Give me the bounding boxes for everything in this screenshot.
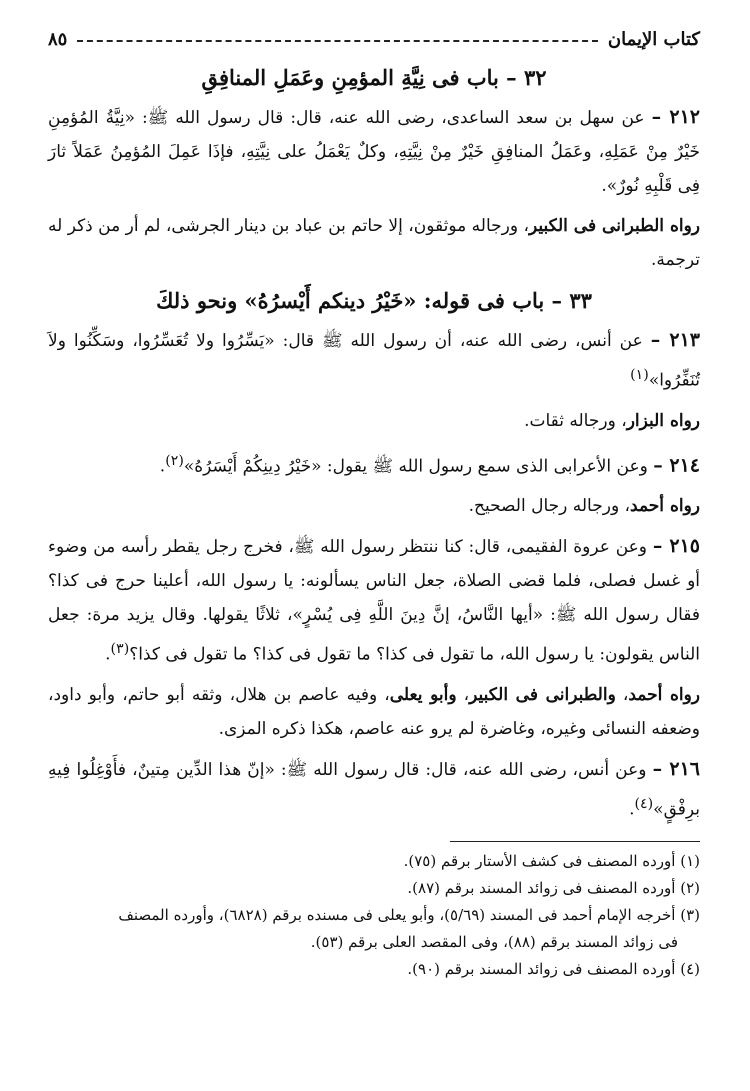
footnote-ref[interactable]: (٣) <box>110 641 130 658</box>
hadith-text: وعن عروة الفقيمى، قال: كنا ننتظر رسول الله ﷺ، فخرج رجل يقطر رأسه من وضوء أو غسل فصلى، فلما قضى الصلاة، جعل الناس يسألونه: يا رسول الله، أعلينا حرج فى كذا؟ فقال رسول الله ﷺ: «أيها النَّاسُ، إنَّ دِينَ اللَّهِ فِى يُسْرٍ»، ثلاثًا يقولها. وقال يزيد مرة: جعل الناس يقولون: يا رسول الله، ما تقول فى كذا؟ ما تقول فى كذا؟ ما تقول فى كذا؟ <box>48 537 700 665</box>
source-name: رواه أحمد <box>628 684 701 705</box>
hadith-215 <box>48 529 700 672</box>
hadith-number: ٢١٦ – <box>652 757 700 780</box>
footnote-divider <box>450 841 700 842</box>
source-name: رواه الطبرانى فى الكبير <box>528 216 700 236</box>
source-name: والطبرانى فى الكبير <box>469 684 616 705</box>
footnote-3-continued: فى زوائد المسند برقم (٨٨)، وفى المقصد العلى برقم (٥٣). <box>310 932 678 951</box>
footnote-2: (٢) أورده المصنف فى زوائد المسند برقم (٨٧). <box>407 878 700 897</box>
source-name: وأبو يعلى <box>389 684 457 705</box>
source-note: ، ورجاله ثقات. <box>524 410 627 431</box>
hadith-text: عن أنس، رضى الله عنه، أن رسول الله ﷺ قال: «يَسِّرُوا ولا تُعَسِّرُوا، وسَكِّنُوا ولاَ تُنَفِّرُوا» <box>48 331 700 391</box>
hadith-text: وعن أنس، رضى الله عنه، قال: قال رسول الله ﷺ: «إنّ هذا الدِّين مِتينٌ، فأَوْغِلُوا فِيهِ برِفْقٍ» <box>48 759 700 820</box>
separator: ، <box>456 684 470 705</box>
source-note: ، وفيه عاصم بن هلال، وثقه أبو حاتم، وأبو داود، وضعفه النسائى وغيره، وغاضرة لم يرو عنه عاصم، هكذا ذكره المزى. <box>48 684 700 739</box>
book-title: كتاب الإيمان <box>607 28 700 50</box>
hadith-212-source <box>48 209 700 277</box>
hadith-213-source <box>48 404 700 438</box>
hadith-214-source <box>48 489 700 523</box>
hadith-end: . <box>629 799 635 820</box>
hadith-215-source <box>48 678 700 746</box>
source-name: رواه أحمد <box>630 496 700 517</box>
hadith-214 <box>48 444 700 484</box>
footnote-ref[interactable]: (١) <box>630 367 649 383</box>
running-header <box>48 24 700 54</box>
hadith-end: . <box>159 456 166 477</box>
footnote-ref[interactable]: (٢) <box>165 452 184 469</box>
footnote-ref[interactable]: (٤) <box>634 795 654 812</box>
hadith-end: . <box>105 644 111 665</box>
hadith-213 <box>48 323 700 398</box>
hadith-text: عن سهل بن سعد الساعدى، رضى الله عنه، قال: قال رسول الله ﷺ: «نِيَّةُ المُؤمِنِ خَيْرٌ مِنْ عَمَلِهِ، وعَمَلُ المنافِقِ خَيْرٌ مِنْ نِيَّتِهِ، وكلٌ يَعْمَلُ على نِيَّتِهِ، فإذَا عَمِلَ المُؤمِنُ عَمَلاً ثارَ فِى قَلْبِهِ نُورٌ». <box>48 108 700 196</box>
separator: ، <box>615 684 629 705</box>
hadith-216 <box>48 752 700 827</box>
footnote-3: (٣) أخرجه الإمام أحمد فى المسند (٥/٦٩)، وأبو يعلى فى مسنده برقم (٦٨٢٨)، وأورده المصنف <box>118 905 700 924</box>
hadith-212 <box>48 100 700 203</box>
footnote-4: (٤) أورده المصنف فى زوائد المسند برقم (٩٠). <box>407 959 700 978</box>
page-number: ٨٥ <box>48 28 68 50</box>
source-note: ، ورجاله رجال الصحيح. <box>468 496 631 517</box>
source-name: رواه البزار <box>626 410 700 431</box>
hadith-number: ٢١٥ – <box>652 535 700 558</box>
chapter-32-title: ٣٢ – باب فى نِيَّةِ المؤمِنِ وعَمَلِ المنافِقِ <box>201 65 547 90</box>
footnote-1: (١) أورده المصنف فى كشف الأستار برقم (٧٥). <box>403 851 700 870</box>
hadith-number: ٢١٣ – <box>650 329 700 351</box>
source-note: ، ورجاله موثقون، إلا حاتم بن عباد بن دينار الجرشى، لم أر من ذكر له ترجمة. <box>48 216 700 270</box>
hadith-text: وعن الأعرابى الذى سمع رسول الله ﷺ يقول: «خَيْرُ دِينِكُمْ أَيْسَرُهُ» <box>183 456 654 477</box>
hadith-number: ٢١٢ – <box>651 106 700 128</box>
header-dashed-rule <box>77 40 598 42</box>
chapter-33-title: ٣٣ – باب فى قوله: «خَيْرُ دينكم أَيْسرُهُ» ونحو ذلكَ <box>156 288 592 313</box>
hadith-number: ٢١٤ – <box>653 454 700 477</box>
